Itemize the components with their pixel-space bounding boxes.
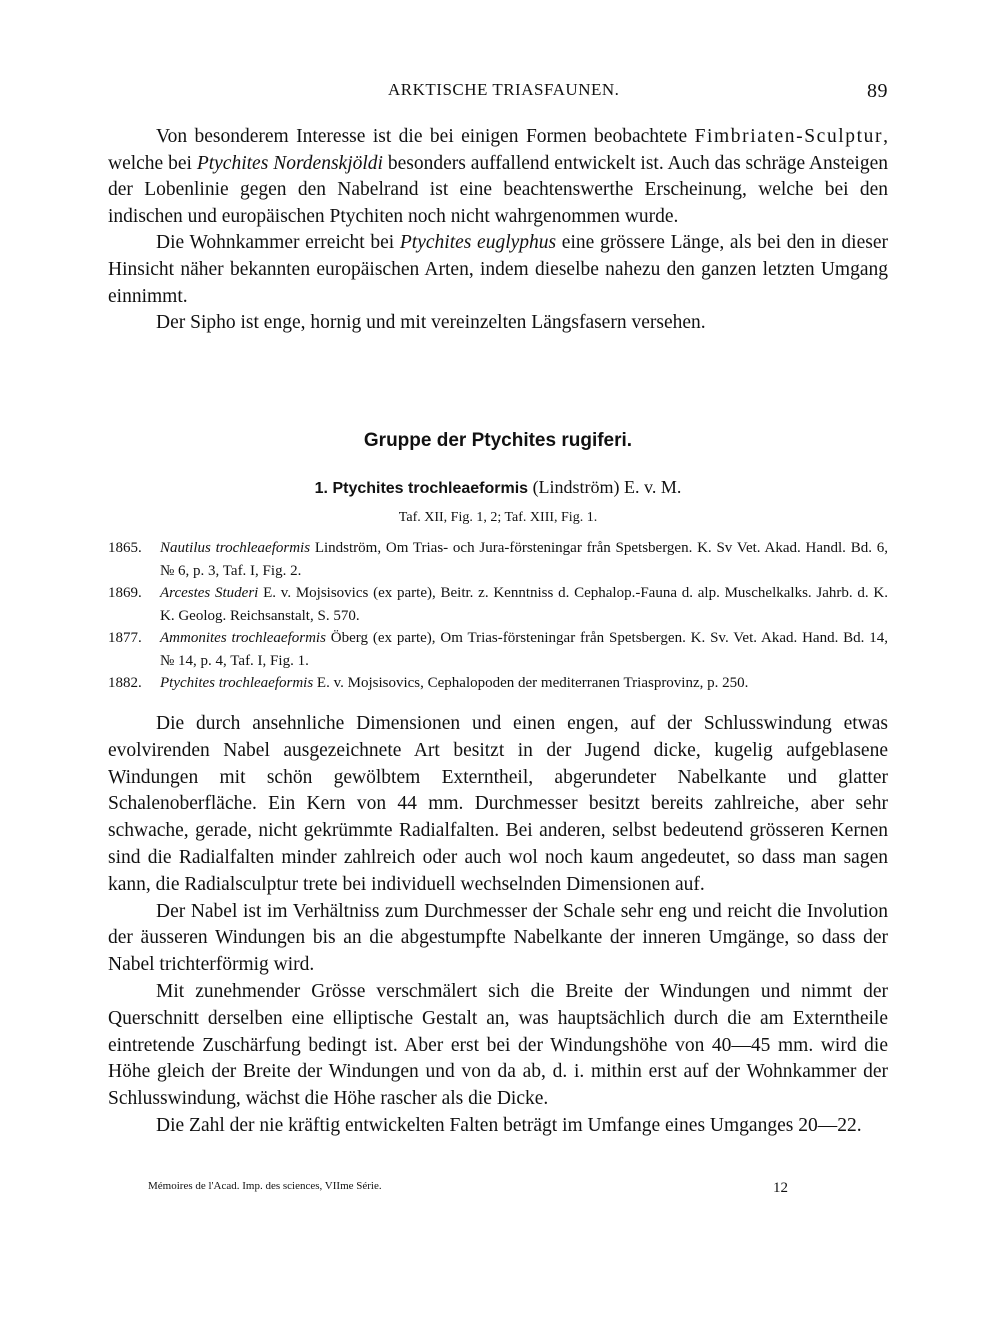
text-run: Die Wohnkammer erreicht bei [156, 232, 400, 254]
species-author: (Lindström) E. v. M. [532, 477, 682, 497]
species-number: 1. [314, 480, 328, 497]
signature-mark: 12 [773, 1180, 788, 1196]
synonymy-entry [108, 627, 888, 672]
synonymy-list [108, 537, 888, 695]
text-run: besonders auffallend entwickelt ist. Auch das schräge Ansteigen der Lobenlinie gegen den Nabelrand ist eine beachtenswerthe Erscheinung, welche bei den indischen und europäischen Ptychiten noch nicht wahrgenommen wurde. [108, 152, 888, 227]
entry-reference: Öberg (ex parte), Om Trias-försteningar från Spetsbergen. K. Sv. Vet. Akad. Hand. Bd. 14, № 14, p. 4, Taf. I, Fig. 1. [160, 630, 889, 669]
synonymy-entry [108, 582, 888, 627]
running-title: ARKTISCHE TRIASFAUNEN. [388, 80, 620, 99]
entry-reference: Lindström, Om Trias- och Jura-försteningar från Spetsbergen. K. Sv Vet. Akad. Handl. Bd. 6, № 6, p. 3, Taf. I, Fig. 2. [160, 540, 888, 579]
taxon-name: Ptychites euglyphus [399, 232, 557, 254]
species-heading [108, 477, 888, 498]
entry-taxon: Arcestes Studeri [160, 585, 259, 601]
entry-taxon: Ptychites trochleaeformis [160, 675, 314, 691]
paragraph: Die Zahl der nie kräftig entwickelten Falten beträgt im Umfange eines Umganges 20—22. [156, 1114, 862, 1136]
paragraph: Die durch ansehnliche Dimensionen und einen engen, auf der Schlusswindung etwas evolvirenden Nabel ausgezeichnete Art besitzt in der Jugend dicke, kugelig aufgeblasene Windungen mit schön gewölbtem Externtheil, abgerundeter Nabelkante und glatter Schalenoberfläche. Ein Kern von 44 mm. Durchmesser besitzt bereits zahlreiche, aber sehr schwache, gerade, nicht gekrümmte Radialfalten. Bei anderen, selbst bedeutend grösseren Kernen sind die Radialfalten minder zahlreich oder auch wol noch kaum angedeutet, so dass man sagen kann, die Radialsculptur trete bei individuell wechselnden Dimensionen auf. [108, 713, 888, 895]
entry-year: 1882. [108, 675, 142, 691]
entry-year: 1869. [108, 585, 142, 601]
text-run: eine grössere Länge, als bei den in dieser Hinsicht näher bekannten europäischen Arten, indem dieselbe nahezu den ganzen letzten Umgang einnimmt. [108, 232, 888, 307]
imprint-line: Mémoires de l'Acad. Imp. des sciences, VIIme Série. [148, 1180, 382, 1192]
species-name: Ptychites trochleaeformis [332, 480, 529, 497]
text-run: , welche bei [108, 126, 888, 174]
entry-reference: E. v. Mojsisovics (ex parte), Beitr. z. Kenntniss d. Cephalop.-Fauna d. alp. Muschelkalks. Jahrb. d. K. K. Geolog. Reichsanstalt, S. 570. [160, 585, 888, 624]
paragraph: Der Nabel ist im Verhältniss zum Durchmesser der Schale sehr eng und reicht die Involution der äusseren Windungen bis an die abgestumpfte Nabelkante der inneren Umgänge, so dass der Nabel trichterförmig wird. [108, 900, 888, 976]
entry-reference: E. v. Mojsisovics, Cephalopoden der mediterranen Triasprovinz, p. 250. [313, 675, 749, 691]
entry-year: 1865. [108, 540, 142, 556]
section-heading: Gruppe der Ptychites rugiferi. [363, 430, 633, 451]
page-footer [148, 1180, 788, 1196]
page-number: 89 [867, 80, 888, 102]
synonymy-entry [108, 537, 888, 582]
plate-reference: Taf. XII, Fig. 1, 2; Taf. XIII, Fig. 1. [398, 510, 598, 525]
paragraph: Der Sipho ist enge, hornig und mit vereinzelten Längsfasern versehen. [156, 312, 706, 334]
synonymy-entry [108, 672, 888, 695]
intro-text [108, 124, 888, 337]
paragraph [108, 230, 888, 310]
taxon-name: Ptychites Nordenskjöldi [196, 152, 383, 174]
entry-taxon: Nautilus trochleaeformis [160, 540, 311, 556]
entry-year: 1877. [108, 630, 142, 646]
description-text [108, 711, 888, 1140]
paragraph: Mit zunehmender Grösse verschmälert sich die Breite der Windungen und nimmt der Querschnitt derselben eine elliptische Gestalt an, was hauptsächlich durch die am Externtheile eintretende Zuschärfung bedingt ist. Aber erst bei der Windungshöhe von 40—45 mm. wird die Höhe gleich der Breite der Windungen und von da ab, d. i. mithin erst auf der Wohnkammer der Schlusswindung, wächst die Höhe rascher als die Dicke. [108, 980, 888, 1110]
entry-taxon: Ammonites trochleaeformis [160, 630, 326, 646]
spaced-term: Fimbriaten-Sculptur [694, 126, 884, 147]
paragraph [108, 124, 888, 230]
text-run: Von besonderem Interesse ist die bei einigen Formen beobachtete [156, 126, 695, 147]
